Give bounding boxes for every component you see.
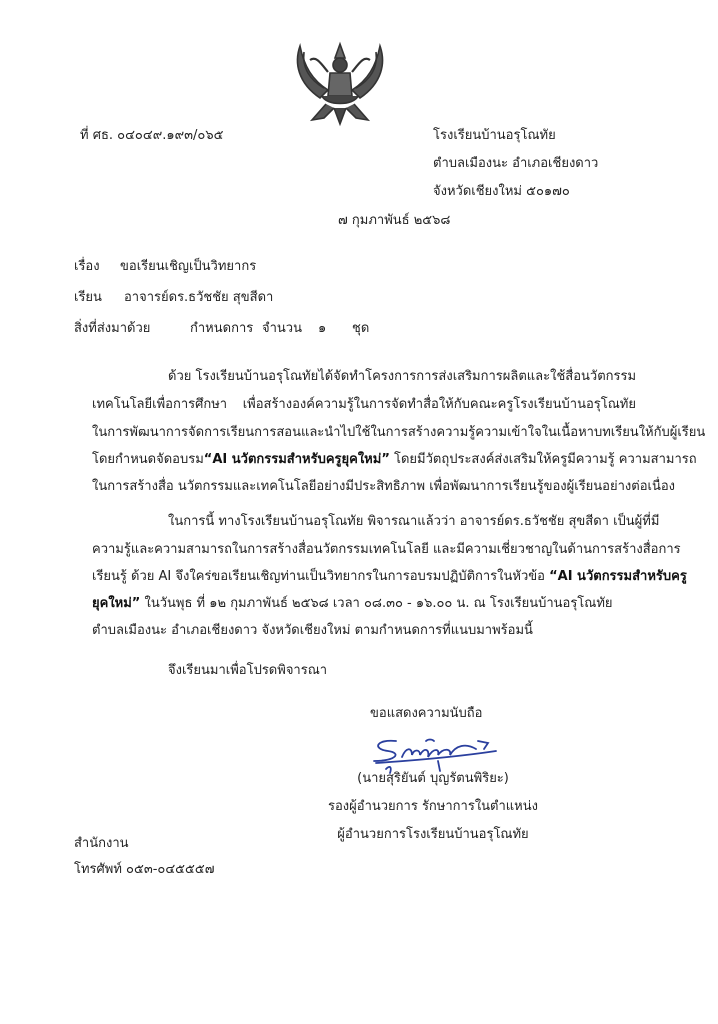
closing-request: จึงเรียนมาเพื่อโปรดพิจารณา <box>168 663 328 678</box>
training-title: “AI นวัตกรรมสำหรับครูยุคใหม่” <box>203 452 390 467</box>
enclosure-quantity-label: จำนวน <box>262 321 302 336</box>
sender-address-line-1: โรงเรียนบ้านอรุโณทัย <box>433 128 556 143</box>
paragraph-2-line-3-text: เรียนรู้ ด้วย AI จึงใคร่ขอเรียนเชิญท่านเป็นวิทยากรในการอบรมปฏิบัติการในหัวข้อ <box>92 569 550 584</box>
sender-address-line-3: จังหวัดเชียงใหม่ ๕๐๑๗๐ <box>433 184 570 199</box>
enclosure-label: สิ่งที่ส่งมาด้วย <box>74 321 151 336</box>
enclosure-quantity: ๑ <box>318 321 327 336</box>
paragraph-1-line-4 <box>92 451 697 469</box>
recipient-name: อาจารย์ดร.ธวัชชัย สุขสีดา <box>124 290 274 305</box>
training-title-part-1: “AI นวัตกรรมสำหรับครู <box>549 569 687 584</box>
paragraph-2-line-5: ตำบลเมืองนะ อำเภอเชียงดาว จังหวัดเชียงใหม่ ตามกำหนดการที่แนบมาพร้อมนี้ <box>92 623 533 638</box>
signer-position-1: รองผู้อำนวยการ รักษาการในตำแหน่ง <box>328 799 538 814</box>
recipient-label: เรียน <box>74 290 102 305</box>
subject-label: เรื่อง <box>74 259 100 274</box>
paragraph-2-line-3 <box>92 568 687 586</box>
training-title-part-2: ยุคใหม่” <box>92 596 141 611</box>
sender-address-line-2: ตำบลเมืองนะ อำเภอเชียงดาว <box>433 156 599 171</box>
office-label: สำนักงาน <box>74 836 129 851</box>
signer-name: (นายสุริยันต์ บุญรัตนพิริยะ) <box>357 771 509 786</box>
enclosure-unit: ชุด <box>352 321 370 336</box>
enclosure-item: กำหนดการ <box>190 321 254 336</box>
paragraph-1-line-5: ในการสร้างสื่อ นวัตกรรมและเทคโนโลยีอย่างมีประสิทธิภาพ เพื่อพัฒนาการเรียนรู้ของผู้เรียนอย่างต่อเนื่อง <box>92 479 675 494</box>
reference-number: ที่ ศธ. ๐๔๐๔๙.๑๙๓/๐๖๕ <box>80 128 224 143</box>
paragraph-2-line-2: ความรู้และความสามารถในการสร้างสื่อนวัตกรรมเทคโนโลยี และมีความเชี่ยวชาญในด้านการสร้างสื่อการ <box>92 542 681 557</box>
paragraph-1-line-2: เทคโนโลยีเพื่อการศึกษา เพื่อสร้างองค์ความรู้ในการจัดทำสื่อให้กับคณะครูโรงเรียนบ้านอรุโณทัย <box>92 397 636 412</box>
paragraph-1-line-4-rest: โดยมีวัตถุประสงค์ส่งเสริมให้ครูมีความรู้ ความสามารถ <box>389 452 697 467</box>
garuda-emblem-icon <box>290 38 390 128</box>
paragraph-1-line-3: ในการพัฒนาการจัดการเรียนการสอนและนำไปใช้ในการสร้างความรู้ความเข้าใจในเนื้อหาบทเรียนให้กับผู้เรียน <box>92 425 706 440</box>
paragraph-2-line-4 <box>92 595 636 613</box>
signature-icon <box>366 735 506 775</box>
paragraph-1-line-1: ด้วย โรงเรียนบ้านอรุโณทัยได้จัดทำโครงการการส่งเสริมการผลิตและใช้สื่อนวัตกรรม <box>168 369 637 384</box>
paragraph-2-line-1: ในการนี้ ทางโรงเรียนบ้านอรุโณทัย พิจารณาแล้วว่า อาจารย์ดร.ธวัชชัย สุขสีดา เป็นผู้ที่มี <box>168 514 660 529</box>
signer-position-2: ผู้อำนวยการโรงเรียนบ้านอรุโณทัย <box>337 827 529 842</box>
document-date: ๗ กุมภาพันธ์ ๒๕๖๘ <box>338 213 451 228</box>
paragraph-1-line-4-text: โดยกำหนดจัดอบรม <box>92 452 204 467</box>
closing-phrase: ขอแสดงความนับถือ <box>370 706 483 721</box>
office-phone: โทรศัพท์ ๐๕๓-๐๔๕๕๕๗ <box>74 862 215 877</box>
paragraph-2-line-4-text: ในวันพุธ ที่ ๑๒ กุมภาพันธ์ ๒๕๖๘ เวลา ๐๘.๓๐ - ๑๖.๐๐ น. ณ โรงเรียนบ้านอรุโณทัย <box>140 596 613 611</box>
subject-text: ขอเรียนเชิญเป็นวิทยากร <box>120 259 257 274</box>
